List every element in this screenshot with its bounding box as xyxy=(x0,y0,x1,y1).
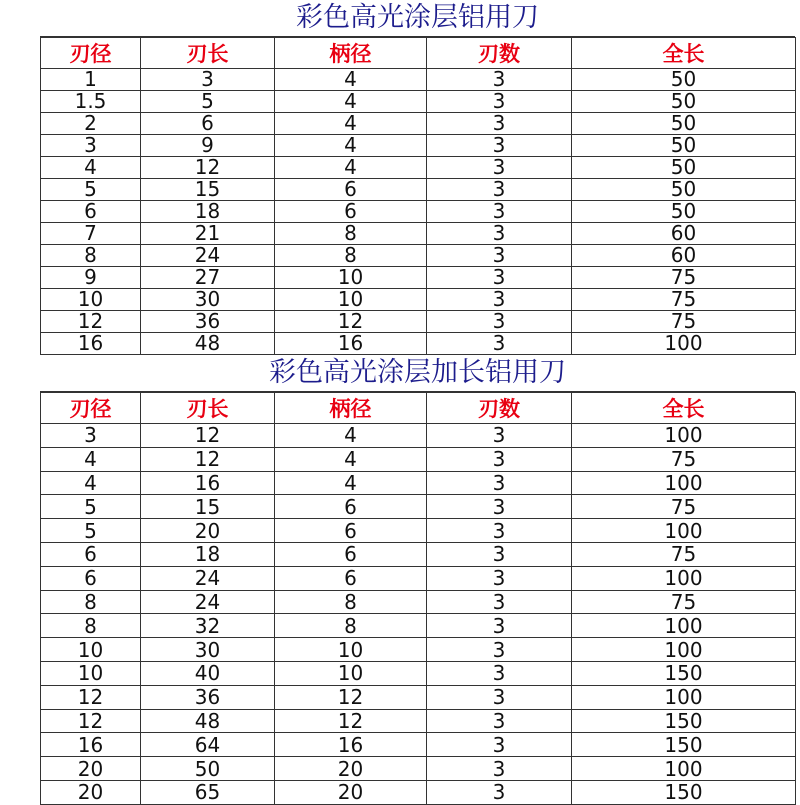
table-row xyxy=(41,757,796,781)
cell-blade-diameter: 3 xyxy=(41,135,141,157)
header-blade-diameter: 刃径 xyxy=(41,393,141,424)
cell-shank-diameter: 8 xyxy=(275,614,427,638)
cell-overall-length: 75 xyxy=(572,311,796,333)
cell-flute-count: 3 xyxy=(427,311,572,333)
cell-blade-diameter: 12 xyxy=(41,311,141,333)
table-row xyxy=(41,267,796,289)
cell-overall-length: 50 xyxy=(572,201,796,223)
cell-shank-diameter: 12 xyxy=(275,311,427,333)
cell-flute-count: 3 xyxy=(427,245,572,267)
cell-blade-length: 6 xyxy=(141,113,275,135)
header-row xyxy=(41,38,796,69)
header-blade-length: 刃长 xyxy=(141,38,275,69)
table-row xyxy=(41,519,796,543)
cell-shank-diameter: 16 xyxy=(275,333,427,355)
cell-shank-diameter: 6 xyxy=(275,566,427,590)
cell-blade-length: 12 xyxy=(141,157,275,179)
cell-shank-diameter: 4 xyxy=(275,91,427,113)
cell-flute-count: 3 xyxy=(427,685,572,709)
cell-overall-length: 100 xyxy=(572,638,796,662)
cell-blade-diameter: 10 xyxy=(41,638,141,662)
table-row xyxy=(41,245,796,267)
cell-overall-length: 100 xyxy=(572,614,796,638)
header-flute-count: 刃数 xyxy=(427,393,572,424)
cell-shank-diameter: 6 xyxy=(275,179,427,201)
cell-blade-diameter: 5 xyxy=(41,519,141,543)
cell-blade-length: 24 xyxy=(141,245,275,267)
cell-blade-diameter: 5 xyxy=(41,179,141,201)
cell-overall-length: 100 xyxy=(572,566,796,590)
cell-overall-length: 75 xyxy=(572,289,796,311)
cell-blade-length: 15 xyxy=(141,179,275,201)
table-row xyxy=(41,709,796,733)
table-row xyxy=(41,638,796,662)
cell-blade-diameter: 3 xyxy=(41,424,141,448)
cell-blade-diameter: 2 xyxy=(41,113,141,135)
cell-blade-diameter: 10 xyxy=(41,661,141,685)
cell-flute-count: 3 xyxy=(427,201,572,223)
cell-blade-length: 16 xyxy=(141,471,275,495)
cell-overall-length: 100 xyxy=(572,471,796,495)
cell-flute-count: 3 xyxy=(427,91,572,113)
cell-blade-diameter: 20 xyxy=(41,780,141,804)
cell-flute-count: 3 xyxy=(427,519,572,543)
cell-overall-length: 75 xyxy=(572,267,796,289)
cell-flute-count: 3 xyxy=(427,157,572,179)
cell-overall-length: 50 xyxy=(572,157,796,179)
cell-shank-diameter: 6 xyxy=(275,201,427,223)
cell-shank-diameter: 4 xyxy=(275,447,427,471)
cell-blade-length: 36 xyxy=(141,685,275,709)
cell-shank-diameter: 20 xyxy=(275,780,427,804)
header-row xyxy=(41,393,796,424)
cell-blade-length: 15 xyxy=(141,495,275,519)
cell-blade-diameter: 8 xyxy=(41,614,141,638)
cell-overall-length: 75 xyxy=(572,542,796,566)
cell-flute-count: 3 xyxy=(427,566,572,590)
cell-flute-count: 3 xyxy=(427,223,572,245)
table-row xyxy=(41,113,796,135)
table-row xyxy=(41,201,796,223)
spec-sheet xyxy=(40,0,795,805)
cell-flute-count: 3 xyxy=(427,471,572,495)
cell-shank-diameter: 10 xyxy=(275,638,427,662)
cell-flute-count: 3 xyxy=(427,590,572,614)
cell-blade-length: 50 xyxy=(141,757,275,781)
table-row xyxy=(41,471,796,495)
cell-blade-diameter: 4 xyxy=(41,447,141,471)
cell-blade-diameter: 12 xyxy=(41,709,141,733)
cell-blade-length: 12 xyxy=(141,447,275,471)
cell-overall-length: 50 xyxy=(572,91,796,113)
cell-blade-length: 65 xyxy=(141,780,275,804)
cell-shank-diameter: 10 xyxy=(275,267,427,289)
table-row xyxy=(41,289,796,311)
cell-blade-length: 48 xyxy=(141,709,275,733)
cell-flute-count: 3 xyxy=(427,333,572,355)
cell-blade-length: 64 xyxy=(141,733,275,757)
spec-table-standard xyxy=(40,37,796,355)
cell-blade-length: 30 xyxy=(141,638,275,662)
cell-overall-length: 50 xyxy=(572,69,796,91)
cell-overall-length: 60 xyxy=(572,245,796,267)
cell-blade-diameter: 8 xyxy=(41,590,141,614)
cell-blade-diameter: 9 xyxy=(41,267,141,289)
table-row xyxy=(41,179,796,201)
cell-shank-diameter: 8 xyxy=(275,245,427,267)
table-row xyxy=(41,447,796,471)
table-row xyxy=(41,495,796,519)
cell-blade-length: 30 xyxy=(141,289,275,311)
cell-blade-length: 40 xyxy=(141,661,275,685)
header-overall-length: 全长 xyxy=(572,393,796,424)
cell-blade-diameter: 1.5 xyxy=(41,91,141,113)
header-flute-count: 刃数 xyxy=(427,38,572,69)
cell-blade-diameter: 1 xyxy=(41,69,141,91)
cell-shank-diameter: 4 xyxy=(275,69,427,91)
cell-overall-length: 100 xyxy=(572,519,796,543)
section-title-text: 彩色高光涂层铝用刀 xyxy=(296,2,539,33)
cell-flute-count: 3 xyxy=(427,113,572,135)
cell-blade-length: 21 xyxy=(141,223,275,245)
cell-overall-length: 75 xyxy=(572,447,796,471)
cell-shank-diameter: 4 xyxy=(275,157,427,179)
cell-overall-length: 150 xyxy=(572,780,796,804)
cell-flute-count: 3 xyxy=(427,733,572,757)
cell-flute-count: 3 xyxy=(427,757,572,781)
cell-overall-length: 60 xyxy=(572,223,796,245)
cell-blade-diameter: 20 xyxy=(41,757,141,781)
cell-flute-count: 3 xyxy=(427,447,572,471)
cell-overall-length: 100 xyxy=(572,424,796,448)
section-title-text: 彩色高光涂层加长铝用刀 xyxy=(269,357,566,388)
table-row xyxy=(41,566,796,590)
cell-blade-length: 36 xyxy=(141,311,275,333)
header-shank-diameter: 柄径 xyxy=(275,393,427,424)
cell-blade-diameter: 4 xyxy=(41,157,141,179)
cell-blade-diameter: 4 xyxy=(41,471,141,495)
cell-overall-length: 50 xyxy=(572,179,796,201)
cell-flute-count: 3 xyxy=(427,780,572,804)
cell-shank-diameter: 10 xyxy=(275,661,427,685)
cell-flute-count: 3 xyxy=(427,614,572,638)
cell-blade-length: 5 xyxy=(141,91,275,113)
header-blade-length: 刃长 xyxy=(141,393,275,424)
cell-overall-length: 75 xyxy=(572,495,796,519)
cell-shank-diameter: 6 xyxy=(275,542,427,566)
cell-overall-length: 100 xyxy=(572,333,796,355)
cell-overall-length: 100 xyxy=(572,685,796,709)
table-row xyxy=(41,614,796,638)
cell-overall-length: 150 xyxy=(572,733,796,757)
table-row xyxy=(41,311,796,333)
cell-shank-diameter: 8 xyxy=(275,223,427,245)
cell-shank-diameter: 4 xyxy=(275,424,427,448)
header-overall-length: 全长 xyxy=(572,38,796,69)
cell-blade-length: 20 xyxy=(141,519,275,543)
cell-blade-length: 48 xyxy=(141,333,275,355)
cell-blade-length: 24 xyxy=(141,566,275,590)
cell-blade-length: 27 xyxy=(141,267,275,289)
header-blade-diameter: 刃径 xyxy=(41,38,141,69)
spec-table-extended xyxy=(40,392,796,805)
cell-flute-count: 3 xyxy=(427,495,572,519)
table-row xyxy=(41,661,796,685)
cell-blade-diameter: 10 xyxy=(41,289,141,311)
cell-shank-diameter: 12 xyxy=(275,709,427,733)
cell-overall-length: 50 xyxy=(572,135,796,157)
cell-flute-count: 3 xyxy=(427,661,572,685)
cell-blade-diameter: 6 xyxy=(41,542,141,566)
cell-overall-length: 75 xyxy=(572,590,796,614)
cell-flute-count: 3 xyxy=(427,638,572,662)
section-title-standard xyxy=(40,0,795,37)
table-row xyxy=(41,69,796,91)
cell-blade-diameter: 6 xyxy=(41,566,141,590)
cell-flute-count: 3 xyxy=(427,179,572,201)
cell-blade-length: 12 xyxy=(141,424,275,448)
cell-overall-length: 150 xyxy=(572,709,796,733)
cell-blade-diameter: 5 xyxy=(41,495,141,519)
cell-blade-diameter: 7 xyxy=(41,223,141,245)
table-row xyxy=(41,333,796,355)
cell-shank-diameter: 4 xyxy=(275,113,427,135)
cell-shank-diameter: 16 xyxy=(275,733,427,757)
cell-flute-count: 3 xyxy=(427,69,572,91)
cell-blade-diameter: 16 xyxy=(41,733,141,757)
cell-shank-diameter: 6 xyxy=(275,519,427,543)
table-row xyxy=(41,780,796,804)
cell-shank-diameter: 4 xyxy=(275,471,427,495)
cell-blade-length: 24 xyxy=(141,590,275,614)
cell-blade-length: 18 xyxy=(141,542,275,566)
cell-shank-diameter: 6 xyxy=(275,495,427,519)
cell-blade-length: 3 xyxy=(141,69,275,91)
header-shank-diameter: 柄径 xyxy=(275,38,427,69)
cell-flute-count: 3 xyxy=(427,289,572,311)
table-row xyxy=(41,424,796,448)
cell-shank-diameter: 8 xyxy=(275,590,427,614)
table-row xyxy=(41,135,796,157)
cell-flute-count: 3 xyxy=(427,267,572,289)
cell-shank-diameter: 20 xyxy=(275,757,427,781)
cell-overall-length: 100 xyxy=(572,757,796,781)
cell-flute-count: 3 xyxy=(427,542,572,566)
cell-shank-diameter: 12 xyxy=(275,685,427,709)
cell-blade-length: 9 xyxy=(141,135,275,157)
cell-shank-diameter: 10 xyxy=(275,289,427,311)
cell-blade-length: 32 xyxy=(141,614,275,638)
cell-blade-diameter: 12 xyxy=(41,685,141,709)
cell-blade-diameter: 6 xyxy=(41,201,141,223)
table-row xyxy=(41,590,796,614)
table-row xyxy=(41,91,796,113)
cell-flute-count: 3 xyxy=(427,709,572,733)
cell-overall-length: 150 xyxy=(572,661,796,685)
table-row xyxy=(41,685,796,709)
table-row xyxy=(41,223,796,245)
cell-flute-count: 3 xyxy=(427,424,572,448)
table-row xyxy=(41,542,796,566)
cell-blade-diameter: 8 xyxy=(41,245,141,267)
cell-overall-length: 50 xyxy=(572,113,796,135)
table-row xyxy=(41,733,796,757)
cell-flute-count: 3 xyxy=(427,135,572,157)
section-title-extended xyxy=(40,355,795,392)
cell-blade-length: 18 xyxy=(141,201,275,223)
cell-blade-diameter: 16 xyxy=(41,333,141,355)
table-row xyxy=(41,157,796,179)
cell-shank-diameter: 4 xyxy=(275,135,427,157)
